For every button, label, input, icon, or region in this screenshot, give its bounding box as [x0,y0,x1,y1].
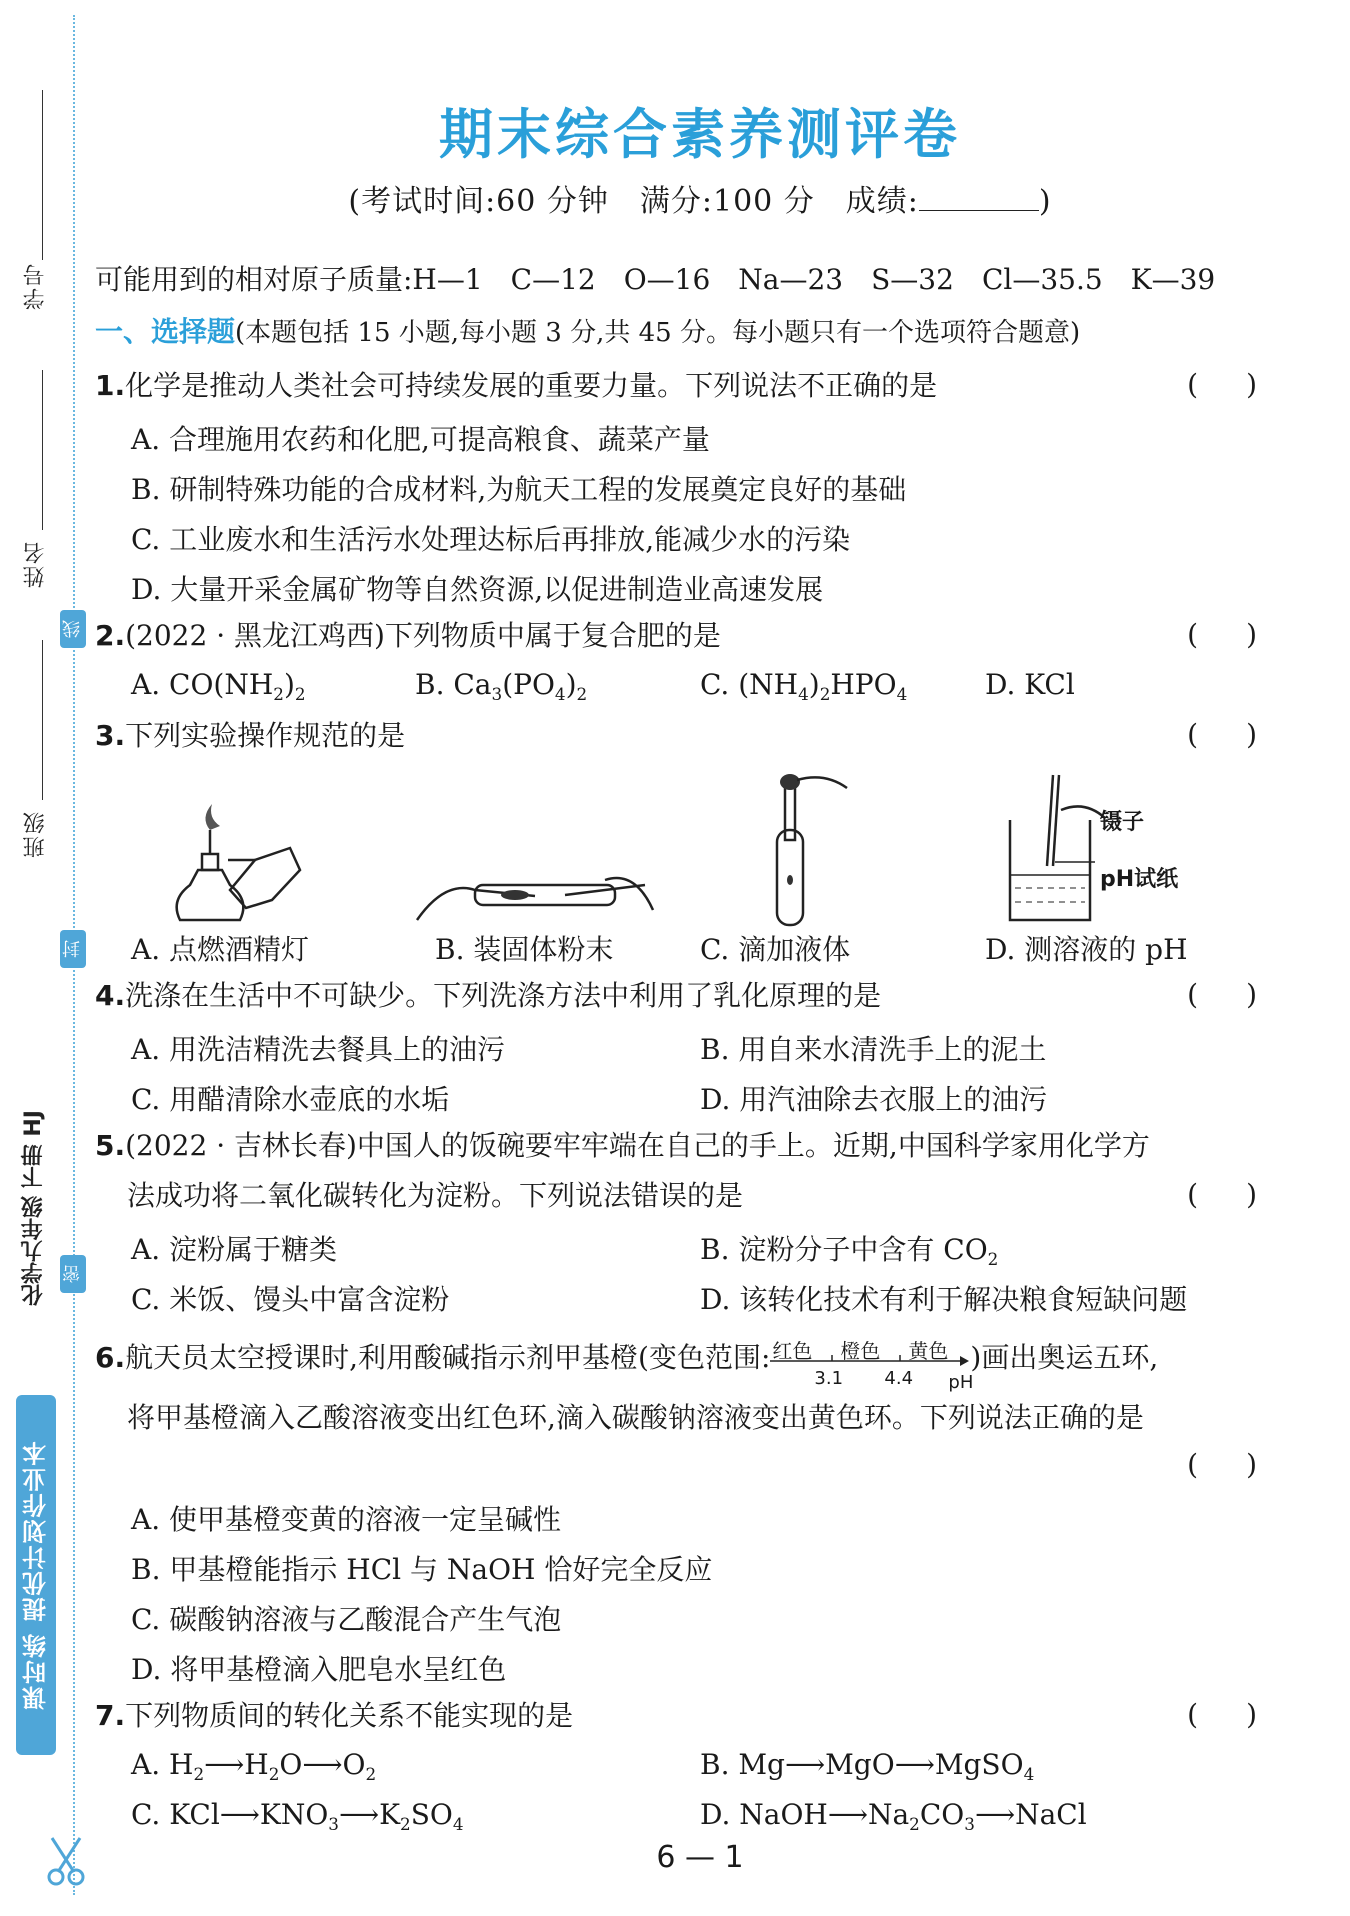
student-no-blank [42,90,43,260]
question-1-stem [95,368,937,404]
answer-paren[interactable]: () [1187,978,1305,1011]
formula-part: H [244,1748,269,1781]
subscript: 3 [328,1813,339,1834]
subscript: 2 [294,683,306,704]
answer-paren[interactable]: () [1187,618,1305,651]
q6-option-c[interactable]: C. 碳酸钠溶液与乙酸混合产生气泡 [131,1603,562,1636]
question-number: 1. [95,369,126,402]
q6-option-d[interactable]: D. 将甲基橙滴入肥皂水呈红色 [131,1653,507,1686]
formula-part: SO [410,1798,453,1831]
binding-margin [0,0,90,1916]
arrow-icon: ⟶ [204,1748,245,1781]
class-blank [42,640,43,800]
question-5-stem [95,1128,1150,1164]
answer-paren[interactable]: () [1187,368,1305,401]
question-number: 7. [95,1699,126,1732]
subscript: 2 [365,1763,377,1784]
question-5-stem-cont: 法成功将二氧化碳转化为淀粉。下列说法错误的是 [127,1179,744,1212]
question-text: 下列实验操作规范的是 [125,719,406,752]
question-6-stem-cont: 将甲基橙滴入乙酸溶液变出红色环,滴入碳酸钠溶液变出黄色环。下列说法正确的是 [127,1401,1144,1434]
tweezers-label: 镊子 [1100,810,1145,835]
q4-option-b[interactable]: B. 用自来水清洗手上的泥土 [700,1033,1047,1066]
subscript: 2 [400,1813,411,1834]
q2-option-b[interactable] [415,668,587,704]
range-orange-label: 橙色 [840,1339,881,1363]
question-text: 航天员太空授课时,利用酸碱指示剂甲基橙(变色范围: [125,1341,771,1374]
question-text: )画出奥运五环, [970,1341,1159,1374]
q7-option-d[interactable] [700,1798,1087,1834]
page-number: 6 — 1 [656,1840,744,1875]
ph-paper-label: pH试纸 [1100,867,1179,892]
series-label: 化学九年级 下册 HJ [21,1110,46,1306]
q1-option-a[interactable]: A. 合理施用农药和化肥,可提高粮食、蔬菜产量 [131,423,710,456]
q5-option-d[interactable]: D. 该转化技术有利于解决粮食短缺问题 [700,1283,1188,1316]
q4-option-a[interactable]: A. 用洗洁精洗去餐具上的油污 [131,1033,506,1066]
question-6-stem [95,1339,1159,1393]
section-note: (本题包括 15 小题,每小题 3 分,共 45 分。每小题只有一个选项符合题意) [235,318,1081,348]
formula-part: C. (NH [700,668,799,701]
q3-option-d[interactable]: D. 测溶液的 pH [985,933,1188,966]
q7-option-a[interactable] [131,1748,376,1784]
formula-part: CO [919,1798,965,1831]
q6-option-a[interactable]: A. 使甲基橙变黄的溶液一定呈碱性 [131,1503,562,1536]
formula-part: A. CO(NH [131,668,274,701]
arrow-icon: ⟶ [827,1798,868,1831]
subscript: 2 [268,1763,280,1784]
formula-part: KNO [259,1798,329,1831]
question-4-stem [95,978,881,1014]
formula-part: B. Ca [415,668,492,701]
ph-test-figure [995,770,1165,930]
q1-option-d[interactable]: D. 大量开采金属矿物等自然资源,以促进制造业高速发展 [131,573,824,606]
exam-info [95,176,1305,220]
q5-option-a[interactable]: A. 淀粉属于糖类 [131,1233,338,1266]
cut-mark-line: 线 [60,610,86,648]
answer-paren[interactable]: () [1187,1178,1305,1211]
subscript: 2 [819,683,831,704]
q1-option-b[interactable]: B. 研制特殊功能的合成材料,为航天工程的发展奠定良好的基础 [131,473,907,506]
question-number: 4. [95,979,126,1012]
cut-mark-secret: 密 [60,1255,86,1293]
formula-part: NaCl [1015,1798,1087,1831]
subscript: 4 [896,683,908,704]
formula-part: O [279,1748,303,1781]
range-arrow [770,1355,970,1367]
q3-option-b[interactable]: B. 装固体粉末 [435,933,614,966]
arrow-icon: ⟶ [784,1748,826,1781]
scissors-icon [44,1836,88,1886]
subscript: 3 [491,683,503,704]
answer-paren[interactable]: () [1187,718,1305,751]
question-number: 3. [95,719,126,752]
color-range-scale [770,1339,974,1393]
question-3-stem [95,718,405,754]
section-heading [95,314,1080,351]
exam-info-text: (考试时间:60 分钟 满分:100 分 成绩: [348,184,919,219]
alcohol-lamp-figure [160,800,310,930]
atomic-masses: 可能用到的相对原子质量:H—1 C—12 O—16 Na—23 S—32 Cl—35.5 K—39 [95,263,1216,296]
student-no-label: 学号 [23,262,48,310]
subscript: 4 [798,683,809,704]
question-text: 下列物质间的转化关系不能实现的是 [125,1699,574,1732]
class-label: 班级 [23,810,48,858]
q2-option-c[interactable] [700,668,907,704]
q2-option-d[interactable]: D. KCl [985,668,1075,701]
question-number: 5. [95,1129,126,1162]
range-value-2: 4.4 [884,1368,914,1389]
subscript: 4 [452,1813,464,1834]
question-text: (2022 · 吉林长春)中国人的饭碗要牢牢端在自己的手上。近期,中国科学家用化学方 [125,1129,1150,1162]
score-blank[interactable] [919,184,1039,211]
arrow-icon: ⟶ [338,1798,380,1831]
formula-part: MgSO [934,1748,1024,1781]
q7-option-b[interactable] [700,1748,1034,1784]
range-value-1: 3.1 [814,1368,844,1389]
section-title: 一、选择题 [95,315,236,348]
question-7-stem [95,1698,573,1734]
formula-part: Na [867,1798,910,1831]
q3-option-a[interactable]: A. 点燃酒精灯 [131,933,310,966]
formula-part: D. NaOH [700,1798,828,1831]
formula-part: ) [565,668,577,701]
q5-option-b[interactable] [700,1228,998,1269]
question-text: (2022 · 黑龙江鸡西)下列物质中属于复合肥的是 [125,619,721,652]
name-label: 姓名 [23,540,48,588]
subscript: 2 [909,1813,920,1834]
answer-paren[interactable]: () [1187,1448,1305,1481]
formula-part: (PO [502,668,555,701]
formula-part: B. Mg [700,1748,785,1781]
subscript: 2 [987,1248,999,1269]
formula-part: C. KCl [131,1798,220,1831]
range-red-label: 红色 [772,1339,813,1363]
subscript: 4 [554,683,566,704]
page-title: 期末综合素养测评卷 [439,103,961,166]
question-number: 2. [95,619,126,652]
formula-part: ) [808,668,820,701]
formula-part: B. 淀粉分子中含有 CO [700,1233,988,1266]
formula-part: O [342,1748,366,1781]
q4-option-c[interactable]: C. 用醋清除水壶底的水垢 [131,1083,450,1116]
formula-part: HPO [830,668,897,701]
subscript: 3 [964,1813,975,1834]
arrow-icon: ⟶ [219,1798,260,1831]
q4-option-d[interactable]: D. 用汽油除去衣服上的油污 [700,1083,1048,1116]
powder-loading-figure [415,860,655,930]
exam-info-close: ) [1038,184,1052,219]
arrow-icon: ⟶ [302,1748,343,1781]
subscript: 2 [193,1763,205,1784]
name-blank [42,370,43,530]
arrow-icon: ⟶ [974,1798,1016,1831]
q7-option-c[interactable] [131,1798,464,1834]
formula-part: ) [283,668,295,701]
q5-option-c[interactable]: C. 米饭、馒头中富含淀粉 [131,1283,450,1316]
formula-part: MgO [825,1748,895,1781]
q1-option-c[interactable]: C. 工业废水和生活污水处理达标后再排放,能减少水的污染 [131,523,851,556]
arrow-icon: ⟶ [894,1748,935,1781]
cut-mark-seal: 封 [60,930,86,968]
question-number: 6. [95,1341,126,1374]
range-yellow-label: 黄色 [908,1339,949,1363]
subscript: 2 [273,683,284,704]
subscript: 4 [1023,1763,1035,1784]
range-unit: pH [948,1372,974,1393]
formula-part: A. H [131,1748,194,1781]
subscript: 2 [576,683,588,704]
answer-paren[interactable]: () [1187,1698,1305,1731]
question-text: 洗涤在生活中不可缺少。下列洗涤方法中利用了乳化原理的是 [125,979,882,1012]
dropper-figure [735,770,855,930]
question-2-stem [95,618,721,654]
q3-option-c[interactable]: C. 滴加液体 [700,933,851,966]
formula-part: K [379,1798,401,1831]
q2-option-a[interactable] [131,668,306,704]
question-text: 化学是推动人类社会可持续发展的重要力量。下列说法不正确的是 [125,369,938,402]
brand-band: 课时练 提优计划作业本 [16,1395,56,1755]
q6-option-b[interactable]: B. 甲基橙能指示 HCl 与 NaOH 恰好完全反应 [131,1553,713,1586]
